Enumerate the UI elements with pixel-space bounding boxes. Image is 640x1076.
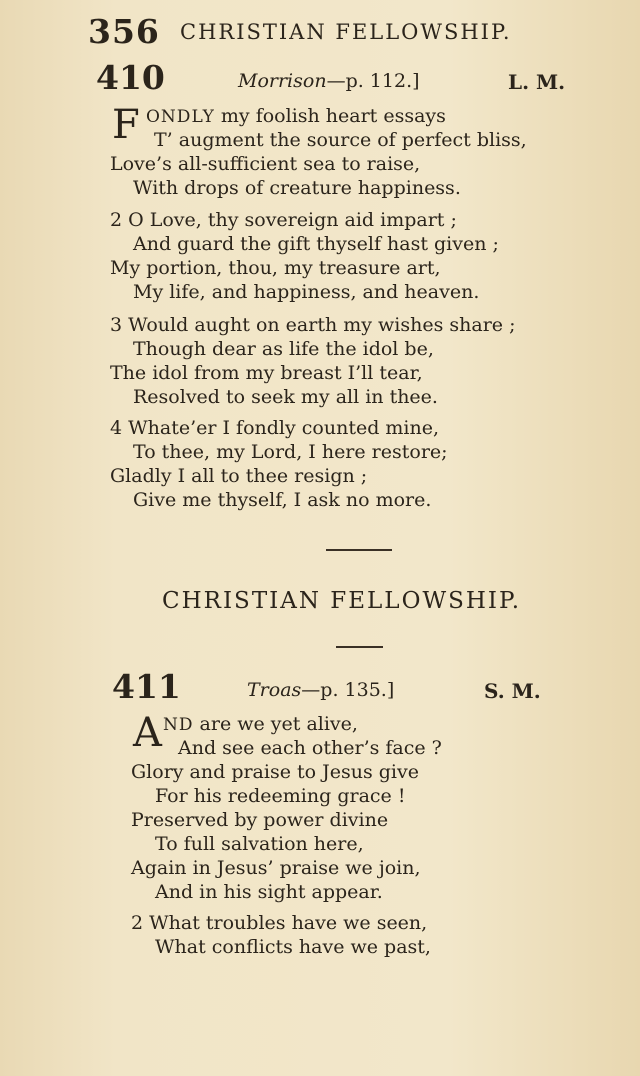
hymn-410-line-4: With drops of creature happiness. bbox=[133, 177, 461, 199]
hymn-410-v2-line-1: 2 O Love, thy sovereign aid impart ; bbox=[110, 209, 457, 231]
hymn-411-line-1-rest: are we yet alive, bbox=[193, 713, 358, 735]
hymn-411-v2-line-2: What conflicts have we past, bbox=[155, 936, 431, 958]
hymn-410-v2-line-3: My portion, thou, my treasure art, bbox=[110, 257, 441, 279]
hymn-411-tune-ref: —p. 135.] bbox=[301, 679, 395, 701]
hymn-410-v3-line-4: Resolved to seek my all in thee. bbox=[133, 386, 438, 408]
section-rule-top bbox=[326, 549, 392, 551]
section-title: CHRISTIAN FELLOWSHIP. bbox=[162, 588, 522, 614]
hymn-410-v4-line-1: 4 Whate’er I fondly counted mine, bbox=[110, 417, 440, 439]
hymn-411-dropcap: A bbox=[133, 710, 162, 756]
hymn-410-line-1-rest: my foolish heart essays bbox=[214, 105, 446, 127]
hymn-410-v3-line-1: 3 Would aught on earth my wishes share ; bbox=[110, 314, 516, 336]
hymn-411-line-6: To full salvation here, bbox=[155, 833, 364, 855]
hymn-410-v2-line-4: My life, and happiness, and heaven. bbox=[133, 281, 480, 303]
hymn-410-meter: L. M. bbox=[508, 70, 566, 94]
hymn-411-line-2: And see each other’s face ? bbox=[178, 737, 442, 759]
section-rule-bottom bbox=[336, 646, 383, 648]
hymn-411-line-5: Preserved by power divine bbox=[131, 809, 389, 831]
hymn-411-tune-name: Troas bbox=[247, 679, 302, 701]
running-head: CHRISTIAN FELLOWSHIP. bbox=[180, 20, 512, 44]
hymn-410-v4-line-2: To thee, my Lord, I here restore; bbox=[133, 441, 448, 463]
hymn-410-number: 410 bbox=[96, 58, 165, 97]
hymn-410-v4-line-4: Give me thyself, I ask no more. bbox=[133, 489, 432, 511]
hymn-411-line-3: Glory and praise to Jesus give bbox=[131, 761, 419, 783]
hymn-411-meter: S. M. bbox=[484, 679, 541, 703]
hymn-410-tune bbox=[238, 70, 420, 92]
hymn-410-line-1 bbox=[146, 104, 446, 129]
hymn-411-line-8: And in his sight appear. bbox=[155, 881, 383, 903]
hymn-411-tune bbox=[247, 679, 394, 701]
hymn-410-first-word: ONDLY bbox=[146, 107, 215, 127]
hymn-411-first-word: ND bbox=[163, 715, 194, 735]
hymn-410-dropcap: F bbox=[112, 102, 140, 148]
hymn-411-line-1 bbox=[163, 712, 358, 737]
hymn-411-number: 411 bbox=[112, 667, 181, 706]
hymn-410-v3-line-3: The idol from my breast I’ll tear, bbox=[110, 362, 423, 384]
hymn-410-v3-line-2: Though dear as life the idol be, bbox=[133, 338, 434, 360]
hymn-410-line-3: Love’s all-sufficient sea to raise, bbox=[110, 153, 421, 175]
hymn-410-line-2: T’ augment the source of perfect bliss, bbox=[154, 129, 527, 151]
hymn-410-tune-ref: —p. 112.] bbox=[326, 70, 420, 92]
hymn-411-line-7: Again in Jesus’ praise we join, bbox=[131, 857, 421, 879]
hymn-410-v4-line-3: Gladly I all to thee resign ; bbox=[110, 465, 368, 487]
hymn-410-tune-name: Morrison bbox=[238, 70, 327, 92]
hymn-410-v2-line-2: And guard the gift thyself hast given ; bbox=[133, 233, 499, 255]
page-number: 356 bbox=[88, 12, 160, 51]
hymn-411-line-4: For his redeeming grace ! bbox=[155, 785, 406, 807]
hymn-411-v2-line-1: 2 What troubles have we seen, bbox=[131, 912, 428, 934]
